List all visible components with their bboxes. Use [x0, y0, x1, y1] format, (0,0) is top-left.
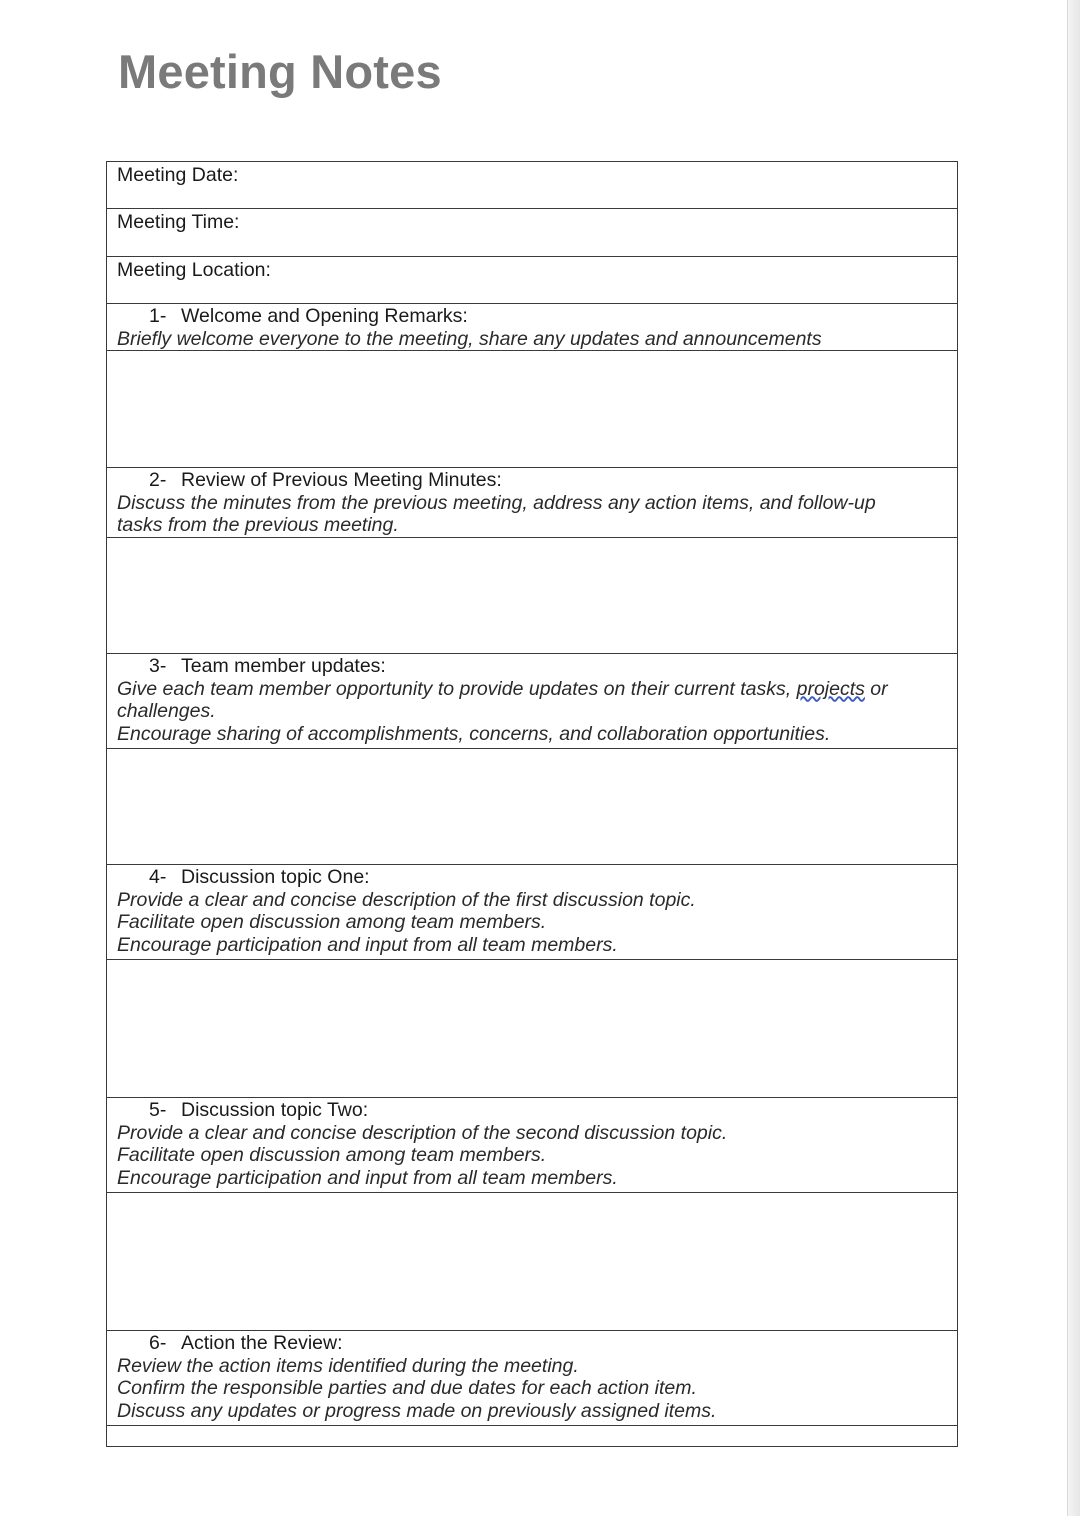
- section-3-notes-row: [107, 749, 958, 865]
- section-5-title: Discussion topic Two:: [181, 1099, 369, 1121]
- section-2-heading: [117, 469, 957, 492]
- section-3-notes-area[interactable]: [107, 749, 958, 865]
- section-6-header: [107, 1331, 958, 1426]
- meeting-date-field[interactable]: [107, 162, 958, 209]
- section-5-desc-line: Provide a clear and concise description of the second discussion topic.: [117, 1121, 728, 1144]
- section-3-desc-text: Give each team member opportunity to provide updates on their current tasks,: [117, 677, 797, 700]
- section-6-header-row: [107, 1331, 958, 1426]
- section-6-notes-row: [107, 1426, 958, 1447]
- section-6-notes-area[interactable]: [107, 1426, 958, 1447]
- section-3-title: Team member updates:: [181, 655, 386, 677]
- section-2-desc-line: Discuss the minutes from the previous meeting, address any action items, and follow-up: [117, 491, 876, 514]
- section-4-header-row: [107, 865, 958, 960]
- section-3-desc-text: or: [864, 677, 888, 700]
- meeting-time-field[interactable]: [107, 209, 958, 257]
- section-5-header: [107, 1098, 958, 1193]
- meeting-location-field[interactable]: [107, 257, 958, 304]
- field-row-time: [107, 209, 958, 257]
- field-row-location: [107, 257, 958, 304]
- page-edge: [1067, 0, 1080, 1516]
- page-title: Meeting Notes: [118, 45, 442, 98]
- section-6-desc-line: Discuss any updates or progress made on previously assigned items.: [117, 1399, 717, 1422]
- section-5-number: 5-: [149, 1099, 167, 1121]
- section-3-header: [107, 654, 958, 749]
- section-5-header-row: [107, 1098, 958, 1193]
- section-6-desc-line: Confirm the responsible parties and due dates for each action item.: [117, 1377, 697, 1399]
- section-2-desc-line: tasks from the previous meeting.: [117, 514, 399, 536]
- section-4-notes-area[interactable]: [107, 960, 958, 1098]
- section-3-desc-line: Encourage sharing of accomplishments, concerns, and collaboration opportunities.: [117, 722, 831, 745]
- section-4-heading: [117, 866, 957, 889]
- section-2-notes-row: [107, 538, 958, 654]
- section-5-notes-row: [107, 1193, 958, 1331]
- section-6-heading: [117, 1332, 957, 1355]
- section-4-desc-line: Provide a clear and concise description of the first discussion topic.: [117, 888, 696, 911]
- section-1-heading: [117, 305, 957, 328]
- section-6-number: 6-: [149, 1332, 167, 1354]
- section-1-title: Welcome and Opening Remarks:: [181, 305, 468, 327]
- section-4-desc-line: Encourage participation and input from all team members.: [117, 933, 618, 956]
- section-1-header: [107, 304, 958, 351]
- section-6-desc-line: Review the action items identified during the meeting.: [117, 1354, 579, 1377]
- field-row-date: [107, 162, 958, 209]
- section-6-title: Action the Review:: [181, 1332, 343, 1354]
- section-1-header-row: [107, 304, 958, 351]
- section-2-title: Review of Previous Meeting Minutes:: [181, 469, 502, 491]
- meeting-notes-table: [106, 161, 958, 1447]
- section-1-notes-row: [107, 351, 958, 468]
- section-4-title: Discussion topic One:: [181, 866, 370, 888]
- section-2-number: 2-: [149, 469, 167, 491]
- section-1-desc-line: Briefly welcome everyone to the meeting, share any updates and announcements: [117, 327, 822, 350]
- section-4-header: [107, 865, 958, 960]
- section-5-desc-line: Encourage participation and input from all team members.: [117, 1166, 618, 1189]
- section-5-heading: [117, 1099, 957, 1122]
- section-1-number: 1-: [149, 305, 167, 327]
- section-2-header: [107, 468, 958, 538]
- section-4-desc-line: Facilitate open discussion among team members.: [117, 911, 547, 933]
- section-3-heading: [117, 655, 957, 678]
- section-4-notes-row: [107, 960, 958, 1098]
- section-4-number: 4-: [149, 866, 167, 888]
- section-3-number: 3-: [149, 655, 167, 677]
- section-3-desc-line: [117, 678, 957, 701]
- section-3-header-row: [107, 654, 958, 749]
- meeting-date-label: Meeting Date:: [117, 164, 239, 186]
- meeting-time-label: Meeting Time:: [117, 211, 240, 233]
- section-1-notes-area[interactable]: [107, 351, 958, 468]
- meeting-location-label: Meeting Location:: [117, 259, 271, 281]
- section-5-notes-area[interactable]: [107, 1193, 958, 1331]
- section-2-notes-area[interactable]: [107, 538, 958, 654]
- spellcheck-flagged-word: projects: [796, 677, 865, 700]
- section-3-desc-line: challenges.: [117, 700, 216, 722]
- section-5-desc-line: Facilitate open discussion among team members.: [117, 1144, 547, 1166]
- section-2-header-row: [107, 468, 958, 538]
